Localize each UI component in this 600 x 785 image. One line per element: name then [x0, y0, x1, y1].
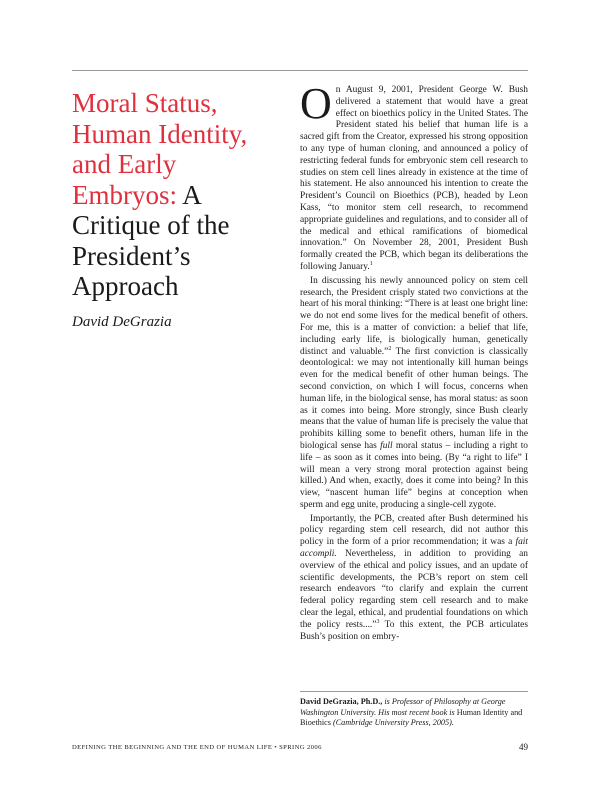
paragraph-3-emphasis: fait accompli.	[300, 537, 528, 560]
drop-cap: O	[300, 79, 332, 128]
page-footer	[72, 744, 528, 751]
paragraph-2-emphasis: full	[380, 440, 393, 451]
bio-role: is Professor of Philosophy at George Washington University.	[300, 697, 506, 717]
bio-book-intro: His most recent book is	[376, 707, 457, 717]
title-red-part: Moral Status, Human Identity, and Early Embryos:	[72, 88, 248, 210]
paragraph-3	[300, 514, 528, 644]
paragraph-2-text-c: moral status – including a right to life – as soon as it comes into being. (By “a right to life” I will mean a very strong moral protection against being killed.) And when, exactly, does it come into being? In this view, “nascent human life” begins at conception when sperm and egg unite, producing a single-cell zygote.	[300, 440, 528, 510]
footnote-ref-3: 3	[376, 618, 380, 625]
bio-publisher: (Cambridge University Press, 2005).	[330, 718, 454, 727]
paragraph-1-text: n August 9, 2001, President George W. Bush delivered a statement that would have a great effect on bioethics policy in the United States. The President stated his belief that human life is a sacred gift from the Creator, expressed his strong opposition to any type of human cloning, and announced a policy of restricting federal funds for embryonic stem cell research to studies on stem cell lines already in existence at the time of his statement. He also announced his intention to create the President’s Council on Bioethics (PCB), headed by Leon Kass, “to monitor stem cell research, to recommend appropriate guidelines and regulations, and to consider all of the medical and ethical ramifications of biomedical innovation.” On November 28, 2001, President Bush formally created the PCB, which began its deliberations the following January.	[300, 85, 528, 272]
running-head: DEFINING THE BEGINNING AND THE END OF HUMAN LIFE • SPRING 2006	[72, 744, 322, 751]
paragraph-2-text-b: The first conviction is classically deontological: we may not intentionally kill human beings even for the medical benefit of other human beings. The second conviction, on which I will focus, concerns when human life, in the biological sense, has moral status: as soon as it comes into being. More strongly, since Bush clearly means that the value of human life is precisely the value that prohibits killing some to benefit others, human life in the biological sense has	[300, 346, 528, 451]
author-bio	[300, 697, 528, 729]
paragraph-3-text-c: To this extent, the PCB articulates Bush’s position on embry-	[300, 619, 528, 642]
title-block	[72, 88, 272, 331]
paragraph-3-text-b: Nevertheless, in addition to providing an overview of the ethical and policy issues, and an update of scientific developments, the PCB’s report on stem cell research endeavors “to clarify and explain the current federal policy regarding stem cell research and to make clear the legal, ethical, and prudential foundations on which the policy rests....”	[300, 549, 528, 630]
paragraph-2	[300, 276, 528, 512]
paragraph-3-text-a: Importantly, the PCB, created after Bush determined his policy regarding stem cell research, did not author this policy in the form of a prior recommendation; it was a	[300, 513, 528, 548]
top-rule	[72, 70, 528, 71]
bio-name: David DeGrazia, Ph.D.,	[300, 697, 383, 706]
bio-book-title: Human Identity and Bioethics	[300, 707, 523, 727]
footnote-ref-2: 2	[388, 345, 392, 352]
article-body	[300, 79, 528, 643]
footnote-ref-1: 1	[369, 260, 373, 267]
bio-rule	[300, 691, 528, 692]
page-number: 49	[519, 742, 528, 752]
paragraph-1	[300, 79, 528, 274]
title-black-part: A Critique of the President’s Approach	[72, 179, 230, 301]
paragraph-2-text-a: In discussing his newly announced policy on stem cell research, the President crisply stated two convictions at the heart of his moral thinking: “There is at least one bright line: we do not end some lives for the medical benefit of others. For me, this is a matter of conviction: a belief that life, including early life, is biologically human, genetically distinct and valuable.”	[300, 275, 528, 357]
author-name: David DeGrazia	[72, 313, 172, 330]
article-title	[72, 88, 272, 302]
